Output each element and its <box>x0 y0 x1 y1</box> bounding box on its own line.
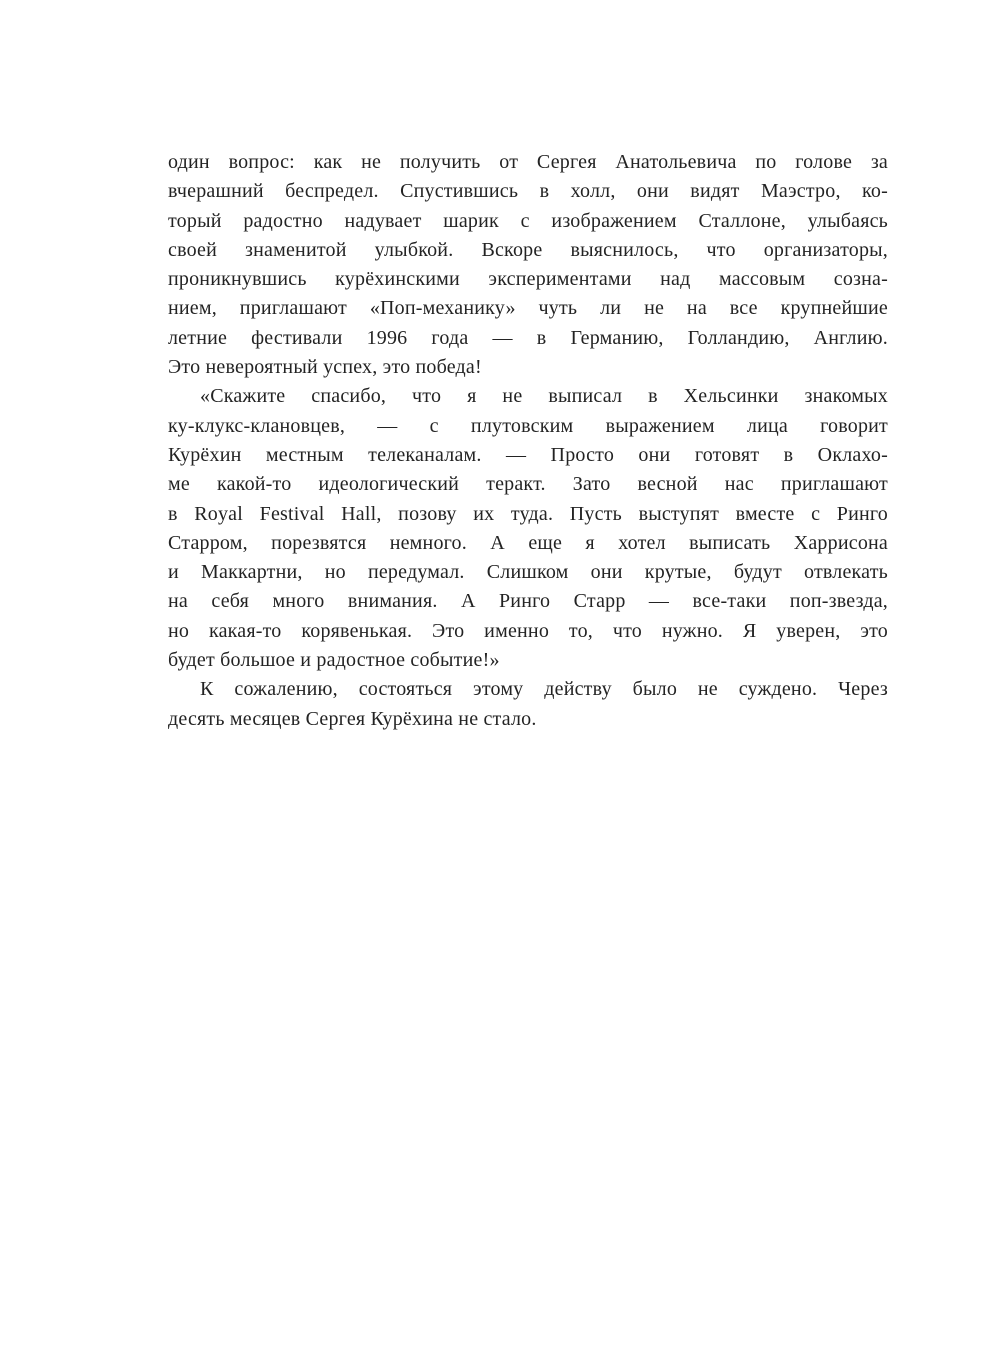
text-line: Старром, порезвятся немного. А еще я хотел выписать Харрисона <box>168 531 888 554</box>
text-line: «Скажите спасибо, что я не выписал в Хельсинки знакомых <box>200 385 888 408</box>
text-line: на себя много внимания. А Ринго Старр — все-таки поп-звезда, <box>168 590 888 613</box>
text-line: своей знаменитой улыбкой. Вскоре выяснилось, что организаторы, <box>168 238 888 261</box>
text-line: нием, приглашают «Поп-механику» чуть ли не на все крупнейшие <box>168 297 888 320</box>
text-line: будет большое и радостное событие!» <box>168 649 500 672</box>
text-line: Курёхин местным телеканалам. — Просто они готовят в Оклахо- <box>168 443 888 466</box>
paragraph <box>168 148 888 382</box>
text-block <box>168 148 888 734</box>
text-line: ку-клукс-клановцев, — с плутовским выражением лица говорит <box>168 414 888 437</box>
paragraph <box>168 675 888 734</box>
text-line: К сожалению, состояться этому действу было не суждено. Через <box>200 678 888 701</box>
text-line: один вопрос: как не получить от Сергея Анатольевича по голове за <box>168 151 888 173</box>
paragraph <box>168 382 888 675</box>
text-line: ме какой-то идеологический теракт. Зато весной нас приглашают <box>168 473 888 496</box>
text-line: но какая-то корявенькая. Это именно то, что нужно. Я уверен, это <box>168 619 888 642</box>
text-line: в Royal Festival Hall, позову их туда. Пусть выступят вместе с Ринго <box>168 502 888 525</box>
text-line: проникнувшись курёхинскими экспериментами над массовым созна- <box>168 268 888 291</box>
text-line: летние фестивали 1996 года — в Германию, Голландию, Англию. <box>168 326 888 349</box>
text-line: вчерашний беспредел. Спустившись в холл, они видят Маэстро, ко- <box>168 180 888 203</box>
text-line: десять месяцев Сергея Курёхина не стало. <box>168 707 537 730</box>
text-line: Это невероятный успех, это победа! <box>168 356 482 379</box>
text-line: и Маккартни, но передумал. Слишком они крутые, будут отвлекать <box>168 561 888 584</box>
text-line: торый радостно надувает шарик с изображением Сталлоне, улыбаясь <box>168 209 888 232</box>
